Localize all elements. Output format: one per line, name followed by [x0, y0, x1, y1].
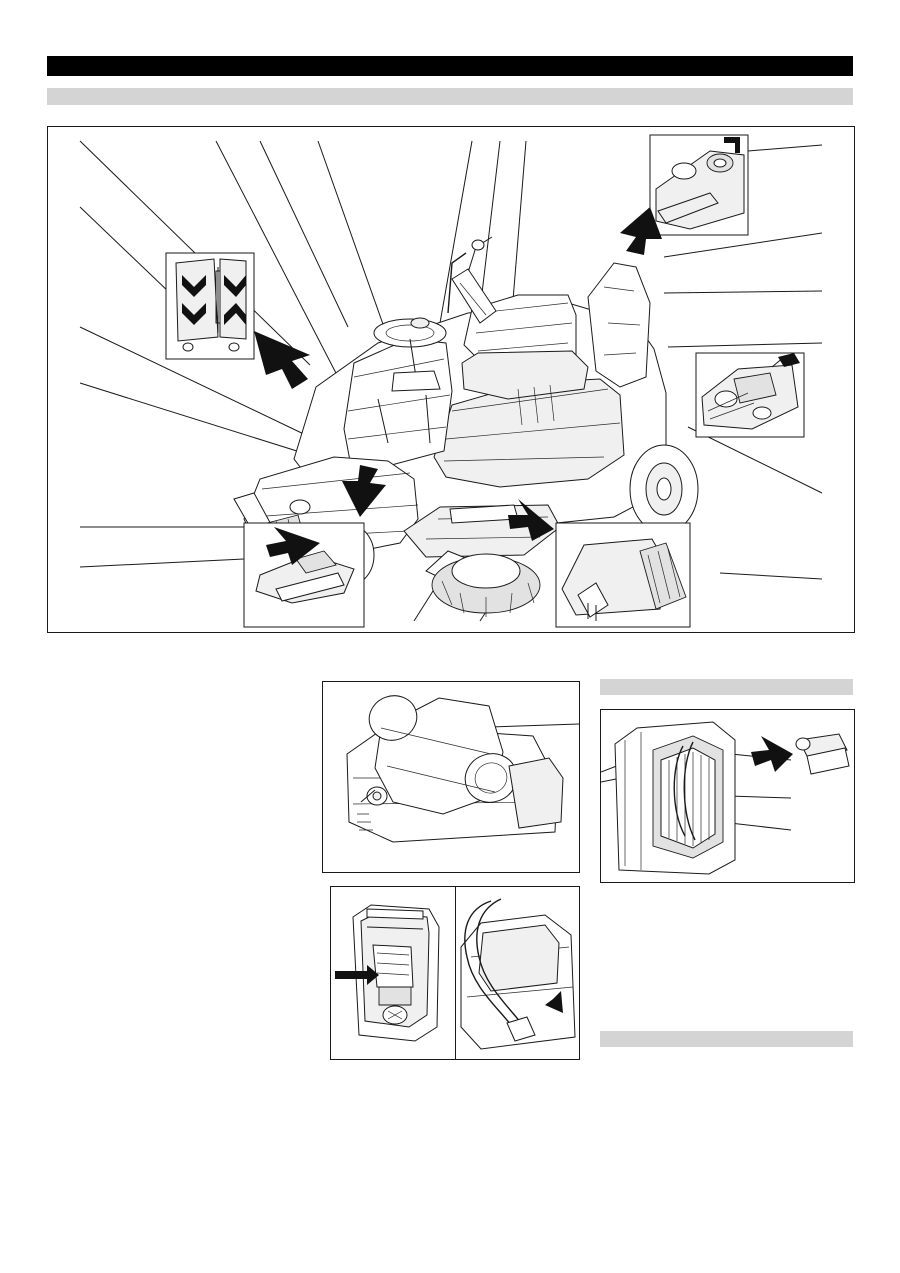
- figure-battery-and-hose: [330, 886, 580, 1060]
- figure-dust-filter: [600, 709, 855, 883]
- main-overview-illustration: [48, 127, 854, 632]
- detail-side-broom-inset: [556, 523, 690, 627]
- detail-pedals-inset: [166, 253, 254, 359]
- panel-hose: [461, 899, 575, 1049]
- roller-brush-illustration: [323, 682, 579, 872]
- section-bar-upper-right: [600, 679, 853, 695]
- figure-main-overview: [47, 126, 855, 633]
- header-subtitle-bar: [47, 88, 853, 105]
- detail-fuel-cap-inset: [650, 135, 748, 235]
- header-title-bar: [47, 56, 853, 76]
- section-bar-lower-right: [600, 1031, 853, 1047]
- detail-squeegee-inset: [244, 523, 364, 627]
- detail-engine-bay-inset: [696, 353, 804, 437]
- figure-roller-brush: [322, 681, 580, 873]
- panel-battery: [335, 905, 439, 1041]
- panel-divider: [455, 887, 456, 1059]
- dust-filter-illustration: [601, 710, 854, 882]
